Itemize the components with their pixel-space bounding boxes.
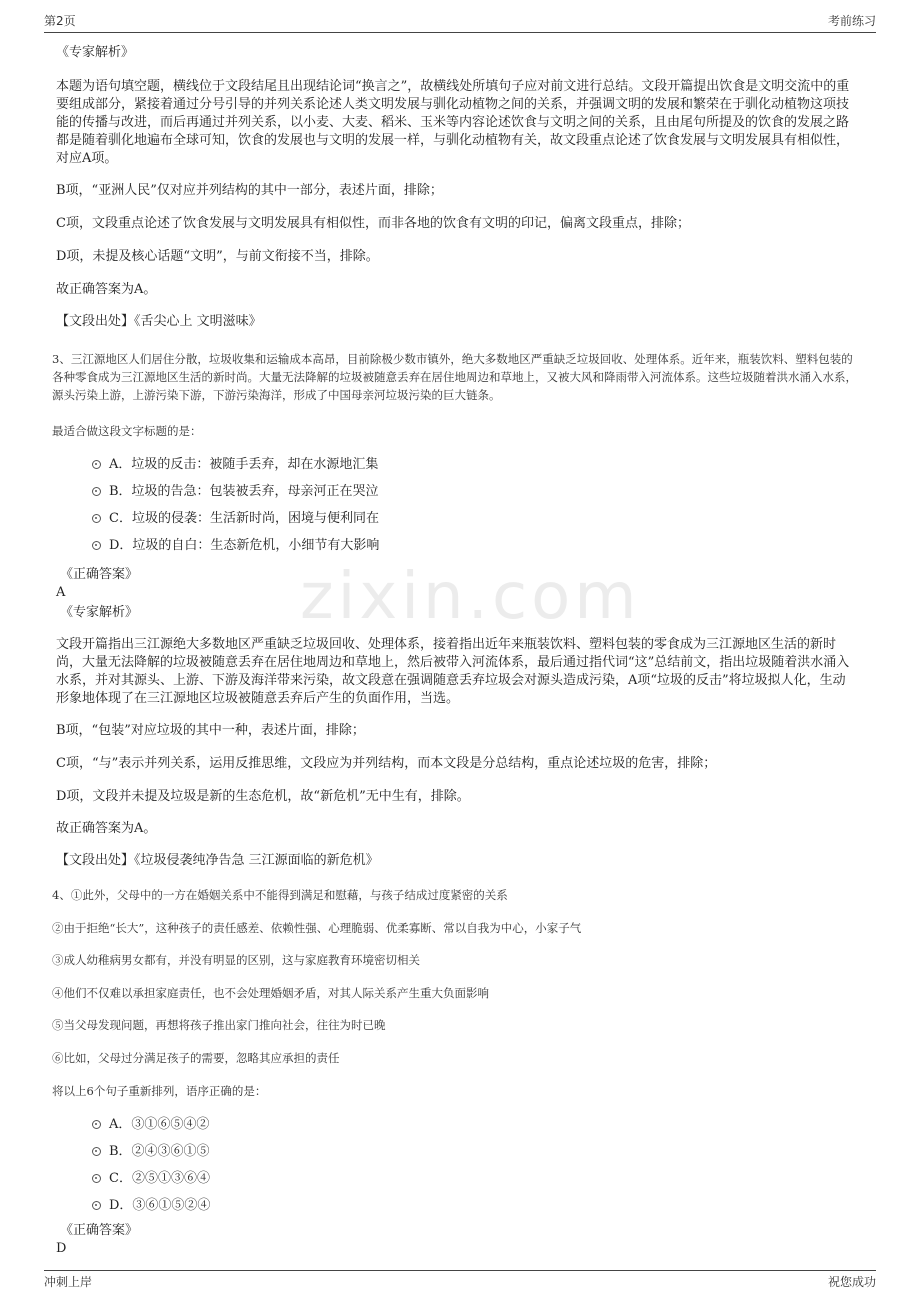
- radio-icon[interactable]: [92, 1174, 101, 1183]
- q4-option-c[interactable]: [92, 1170, 210, 1188]
- q4-option-d[interactable]: [92, 1197, 210, 1215]
- q3-option-c-note: C项，“与”表示并列关系，运用反推思维，文段应为并列结构，而本文段是分总结构，重点论述垃圾的危害，排除；: [56, 756, 717, 771]
- q4-option-a[interactable]: [92, 1116, 209, 1134]
- q4-sentence-6: ⑥比如，父母过分满足孩子的需要，忽略其应承担的责任: [52, 1051, 340, 1065]
- radio-icon[interactable]: [92, 1201, 101, 1210]
- radio-icon[interactable]: [92, 514, 101, 523]
- q3-source: 【文段出处】《垃圾侵袭纯净告急 三江源面临的新危机》: [56, 853, 379, 868]
- option-label: C．②⑤①③⑥④: [109, 1171, 210, 1186]
- q4-question: 将以上6个句子重新排列，语序正确的是：: [52, 1084, 267, 1098]
- option-label: C．垃圾的侵袭：生活新时尚，困境与便利同在: [109, 511, 379, 526]
- q4-answer-label: 《正确答案》: [60, 1223, 139, 1238]
- radio-icon[interactable]: [92, 541, 101, 550]
- q3-analysis: 文段开篇指出三江源绝大多数地区严重缺乏垃圾回收、处理体系，接着指出近年来瓶装饮料、塑料包装的零食成为三江源地区生活的新时尚，大量无法降解的垃圾被随意丢弃在居住地周边和草地上，然后被带入河流体系，最后通过指代词“这”总结前文，指出垃圾随着洪水涌入水系，并对其源头、上游、下游及海洋带来污染，故文段意在强调随意丢弃垃圾会对源头造成污染，A项“垃圾的反击”将垃圾拟人化，生动形象地体现了在三江源地区垃圾被随意丢弃后产生的负面作用，当选。: [56, 637, 850, 706]
- q2-conclusion: 故正确答案为A。: [56, 282, 157, 297]
- page-footer: [44, 1270, 876, 1293]
- q4-sentence-5: ⑤当父母发现问题，再想将孩子推出家门推向社会，往往为时已晚: [52, 1018, 386, 1032]
- q3-option-a[interactable]: [92, 456, 378, 474]
- watermark: zixin.com: [300, 560, 641, 634]
- footer-right: 祝您成功: [827, 1275, 876, 1289]
- q4-sentence-4: ④他们不仅难以承担家庭责任，也不会处理婚姻矛盾，对其人际关系产生重大负面影响: [52, 986, 489, 1000]
- q3-question: 最适合做这段文字标题的是：: [52, 424, 202, 438]
- q2-analysis: 本题为语句填空题，横线位于文段结尾且出现结论词“换言之”，故横线处所填句子应对前文进行总结。文段开篇提出饮食是文明交流中的重要组成部分，紧接着通过分号引导的并列关系论述人类文明发展与驯化动植物之间的关系，并强调文明的发展和繁荣在于驯化动植物这项技能的传播与改进，而后再通过并列关系，以小麦、大麦、稻米、玉米等内容论述饮食与文明之间的关系，且由尾句所提及的饮食的发展之路都是随着驯化地遍布全球可知，饮食的发展也与文明的发展一样，与驯化动植物有关，故文段重点论述了饮食发展与文明发展具有相似性，对应A项。: [56, 79, 850, 166]
- q4-answer: D: [56, 1241, 67, 1256]
- q2-option-b-note: B项，“亚洲人民”仅对应并列结构的其中一部分，表述片面，排除；: [56, 183, 443, 198]
- q3-option-b-note: B项，“包装”对应垃圾的其中一种，表述片面，排除；: [56, 723, 365, 738]
- q4-sentence-3: ③成人幼稚病男女都有，并没有明显的区别，这与家庭教育环境密切相关: [52, 953, 420, 967]
- radio-icon[interactable]: [92, 487, 101, 496]
- option-label: B．垃圾的告急：包装被丢弃，母亲河正在哭泣: [109, 484, 379, 499]
- option-label: A．垃圾的反击：被随手丢弃，却在水源地汇集: [109, 457, 379, 472]
- q4-option-b[interactable]: [92, 1143, 210, 1161]
- option-label: B．②④③⑥①⑤: [109, 1144, 210, 1159]
- q2-option-d-note: D项，未提及核心话题“文明”，与前文衔接不当，排除。: [56, 249, 379, 264]
- page-header: [44, 12, 876, 33]
- q3-conclusion: 故正确答案为A。: [56, 821, 157, 836]
- q3-option-c[interactable]: [92, 510, 379, 528]
- q2-option-c-note: C项，文段重点论述了饮食发展与文明发展具有相似性，而非各地的饮食有文明的印记，偏离文段重点，排除；: [56, 216, 690, 231]
- q3-option-d[interactable]: [92, 537, 379, 555]
- page-number: 第2页: [44, 14, 76, 28]
- q3-answer: A: [56, 585, 66, 600]
- q2-analysis-label: 《专家解析》: [56, 45, 135, 60]
- q3-analysis-label: 《专家解析》: [60, 605, 139, 620]
- q3-option-d-note: D项，文段并未提及垃圾是新的生态危机，故“新危机”无中生有，排除。: [56, 789, 470, 804]
- q4-sentence-2: ②由于拒绝“长大”，这种孩子的责任感差、依赖性强、心理脆弱、优柔寡断、常以自我为中心，小家子气: [52, 921, 582, 935]
- option-label: A．③①⑥⑤④②: [109, 1117, 210, 1132]
- option-label: D．垃圾的自白：生态新危机，小细节有大影响: [109, 538, 380, 553]
- header-title: 考前练习: [827, 14, 876, 28]
- q3-option-b[interactable]: [92, 483, 379, 501]
- q3-answer-label: 《正确答案》: [60, 567, 139, 582]
- option-label: D．③⑥①⑤②④: [109, 1198, 211, 1213]
- q2-source: 【文段出处】《舌尖心上 文明滋味》: [56, 314, 262, 329]
- radio-icon[interactable]: [92, 460, 101, 469]
- radio-icon[interactable]: [92, 1147, 101, 1156]
- q4-sentence-1: 4、①此外，父母中的一方在婚姻关系中不能得到满足和慰藉，与孩子结成过度紧密的关系: [52, 888, 508, 902]
- radio-icon[interactable]: [92, 1120, 101, 1129]
- footer-left: 冲刺上岸: [44, 1275, 93, 1289]
- q3-stem: 3、三江源地区人们居住分散，垃圾收集和运输成本高昂，目前除极少数市镇外，绝大多数地区严重缺乏垃圾回收、处理体系。近年来，瓶装饮料、塑料包装的各种零食成为三江源地区生活的新时尚。大量无法降解的垃圾被随意丢弃在居住地周边和草地上，又被大风和降雨带入河流体系。这些垃圾随着洪水涌入水系，源头污染上游，上游污染下游，下游污染海洋，形成了中国母亲河垃圾污染的巨大链条。: [52, 352, 857, 402]
